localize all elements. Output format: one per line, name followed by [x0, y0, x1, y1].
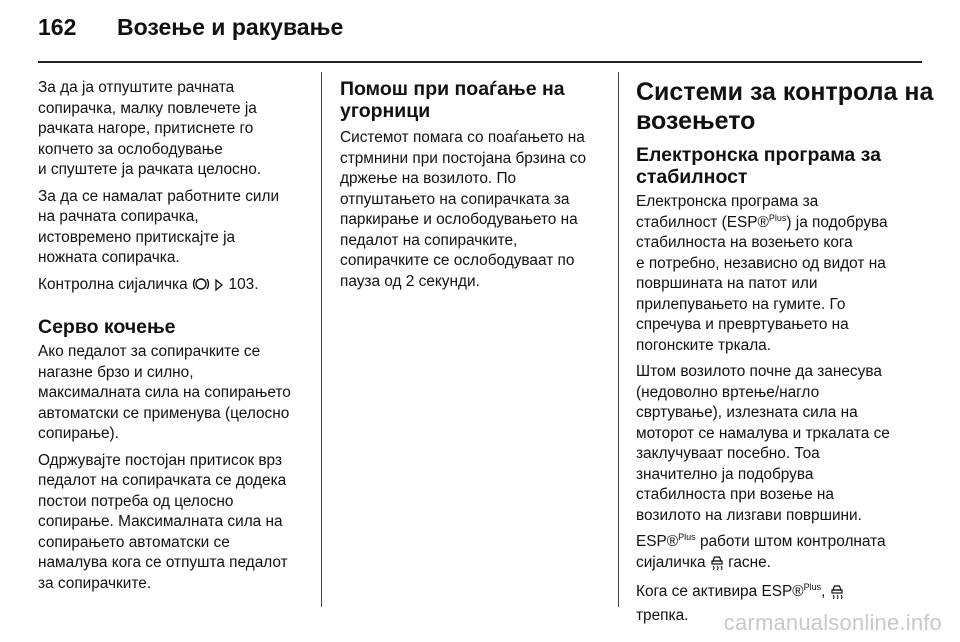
paragraph-emergency-braking — [38, 342, 310, 445]
text-fragment: Кога се активира ESP® — [636, 583, 804, 600]
column-2 — [340, 78, 602, 298]
page-reference[interactable]: 103. — [228, 275, 259, 293]
text-line: нагазне брзо и силно, — [38, 363, 194, 381]
text-line: сопирачка, малку повлечете ја — [38, 99, 257, 117]
text-line: сопирачките се ослободуваат по — [340, 252, 575, 269]
paragraph-release-handbrake — [38, 78, 310, 181]
plus-superscript: Plus — [678, 531, 696, 542]
section-heading-driving-control-systems: Системи за контрола на возењето — [636, 78, 934, 135]
column-1 — [38, 78, 310, 600]
watermark: carmanualsonline.info — [723, 610, 942, 635]
text-line: погонските тркала. — [636, 336, 772, 354]
header-divider — [38, 61, 922, 63]
esp-skid-car-icon — [710, 554, 724, 577]
paragraph-reduce-forces — [38, 187, 310, 269]
column-3 — [636, 78, 934, 632]
text-fragment: Контролна сијаличка — [38, 275, 188, 293]
text-line: површината на патот или — [636, 275, 818, 292]
page-reference-arrow-icon — [214, 278, 224, 299]
column-divider-2 — [618, 72, 619, 607]
text-line: За да се намалат работните сили — [38, 187, 280, 205]
text-line: (недоволно вртење/нагло — [636, 383, 820, 401]
text-line: за сопирачките. — [38, 574, 152, 592]
text-line: отпуштањето на сопирачката за — [340, 190, 570, 208]
text-line: Системот помага со поаѓањето на — [340, 129, 585, 146]
text-line: педалот на сопирачките, — [340, 231, 518, 249]
text-line: возилото на лизгави површини. — [636, 506, 862, 524]
text-line: педалот на сопирачката се додека — [38, 472, 287, 489]
column-divider-1 — [321, 72, 322, 607]
text-line: паркирање и ослободувањето на — [340, 211, 578, 228]
page-header — [0, 0, 960, 62]
paragraph-esp-intro — [636, 192, 926, 356]
text-line: максималната сила на сопирањето — [38, 384, 291, 401]
text-line: прилепувањето на гумите. Го — [636, 295, 846, 313]
text-line: Одржувајте постојан притисок врз — [38, 451, 283, 469]
text-line: на рачната сопирачка, — [38, 208, 199, 225]
text-line: трепка. — [636, 606, 689, 624]
page-number: 162 — [38, 14, 77, 40]
text-line: стрмнини при постојана брзина со — [340, 149, 587, 167]
text-line: пауза од 2 секунди. — [340, 272, 480, 290]
brake-warning-icon — [192, 276, 210, 299]
text-line: За да ја отпуштите рачната — [38, 79, 235, 96]
text-line: автоматски се применува (целосно — [38, 404, 290, 422]
text-line: моторот се намалува и тркалата се — [636, 424, 890, 442]
text-line: свртување), излезната сила на — [636, 404, 858, 421]
text-line: Електронска програма за — [636, 193, 819, 210]
text-line: стабилноста при возење на — [636, 486, 834, 503]
paragraph-esp-skid — [636, 362, 926, 526]
text-line: Штом возилото почне да занесува — [636, 363, 882, 380]
text-fragment: ) ја подобрува — [786, 213, 888, 231]
text-fragment: гасне. — [728, 553, 771, 571]
text-line: и спуштете ја рачката целосно. — [38, 161, 262, 178]
page-title: Возење и ракување — [117, 14, 344, 40]
text-fragment: ESP® — [636, 533, 679, 550]
text-line: држење на возилото. По — [340, 170, 517, 187]
text-line: сопирањето автоматски се — [38, 533, 230, 551]
text-line: спречува и превртувањето на — [636, 316, 849, 333]
text-line: заклучуваат посебно. Тоа — [636, 445, 820, 462]
section-heading-hill-start-assist: Помош при поаѓање на угорници — [340, 78, 565, 122]
text-fragment: стабилност (ESP® — [636, 213, 769, 231]
plus-superscript: Plus — [803, 581, 822, 592]
text-fragment: сијаличка — [636, 553, 706, 571]
text-line: сопирање. Максималната сила на — [38, 513, 283, 530]
text-line: копчето за ослободување — [38, 140, 223, 158]
paragraph-hill-start — [340, 128, 602, 292]
text-line: постои потреба од целосно — [38, 492, 234, 510]
subheading-esp: Електронска програма за стабилност — [636, 144, 881, 188]
text-line: сопирање). — [38, 425, 119, 442]
text-line: Ако педалот за сопирачките се — [38, 343, 261, 360]
text-line: стабилноста на возењето кога — [636, 234, 853, 251]
section-heading-servo-braking: Серво кочење — [38, 316, 176, 338]
text-line: е потребно, независно од видот на — [636, 254, 886, 272]
paragraph-esp-operational — [636, 532, 926, 576]
text-line: ножната сопирачка. — [38, 249, 180, 266]
text-line: рачката нагоре, притиснете го — [38, 120, 254, 137]
esp-skid-car-icon — [830, 583, 844, 606]
paragraph-warning-light — [38, 275, 310, 299]
paragraph-esp-activated: Кога се активира ESP®$^{Plus}$, трепка. — [636, 582, 926, 626]
paragraph-maintain-pressure — [38, 451, 310, 595]
text-line: значително ја подобрува — [636, 465, 814, 483]
text-line: истовремено притискајте ја — [38, 228, 236, 246]
plus-superscript: Plus — [768, 212, 787, 223]
text-fragment: работи штом контролната — [699, 533, 886, 550]
text-line: намалува кога се отпушта педалот — [38, 554, 288, 571]
